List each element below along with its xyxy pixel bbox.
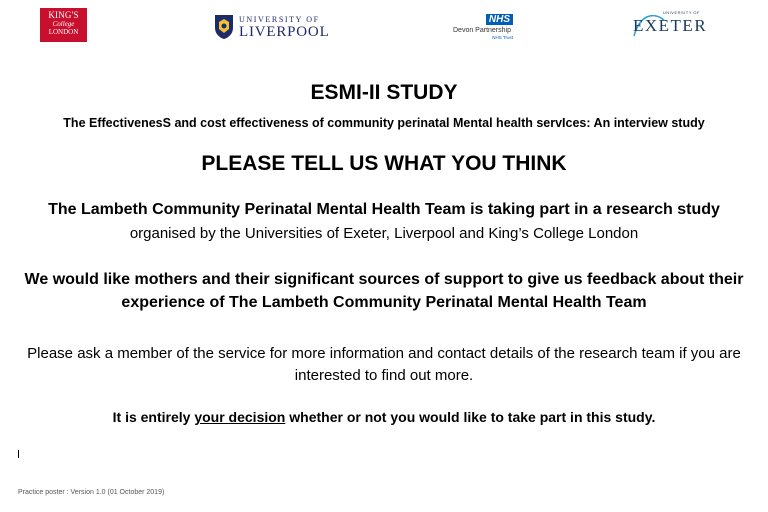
decision-underlined: your decision	[194, 409, 286, 425]
liverpool-crest-icon	[214, 14, 234, 40]
decision-after: whether or not you would like to take part in this study.	[285, 409, 656, 425]
liverpool-logo-line1: UNIVERSITY OF	[239, 14, 320, 24]
exeter-logo-big: EXETER	[633, 16, 708, 35]
decision-statement	[0, 409, 768, 425]
kings-logo-line2: College	[52, 19, 75, 28]
nhs-trust-name: Devon Partnership	[453, 27, 511, 34]
exeter-logo	[630, 10, 708, 40]
nhs-trust-label: NHS Trust	[492, 35, 513, 40]
headline: PLEASE TELL US WHAT YOU THINK	[201, 152, 567, 175]
nhs-badge: NHS	[486, 14, 513, 25]
feedback-statement: We would like mothers and their significant sources of support to give us feedback about their experience of The Lambeth Community Perinatal Mental Health Team	[24, 271, 744, 311]
kings-college-logo	[40, 8, 87, 42]
organised-statement: organised by the Universities of Exeter, Liverpool and King’s College London	[129, 225, 639, 242]
kings-logo-line1: KING'S	[48, 10, 79, 20]
liverpool-logo-line2: LIVERPOOL	[239, 23, 330, 40]
study-title: ESMI-II STUDY	[310, 81, 458, 104]
study-subtitle: The EffectivenesS and cost effectiveness of community perinatal Mental health servIces: An interview study	[63, 116, 705, 130]
decision-before: It is entirely	[112, 409, 195, 425]
nhs-devon-logo	[453, 14, 513, 42]
exeter-logo-small: UNIVERSITY OF	[662, 10, 700, 15]
version-footer: Practice poster : Version 1.0 (01 October 2019)	[18, 489, 165, 496]
kings-logo-line3: LONDON	[48, 28, 79, 36]
info-statement: Please ask a member of the service for more information and contact details of the research team if you are interested to find out more.	[27, 345, 741, 384]
liverpool-logo	[214, 12, 330, 42]
text-cursor[interactable]	[18, 450, 19, 458]
lambeth-statement: The Lambeth Community Perinatal Mental Health Team is taking part in a research study	[48, 201, 720, 218]
